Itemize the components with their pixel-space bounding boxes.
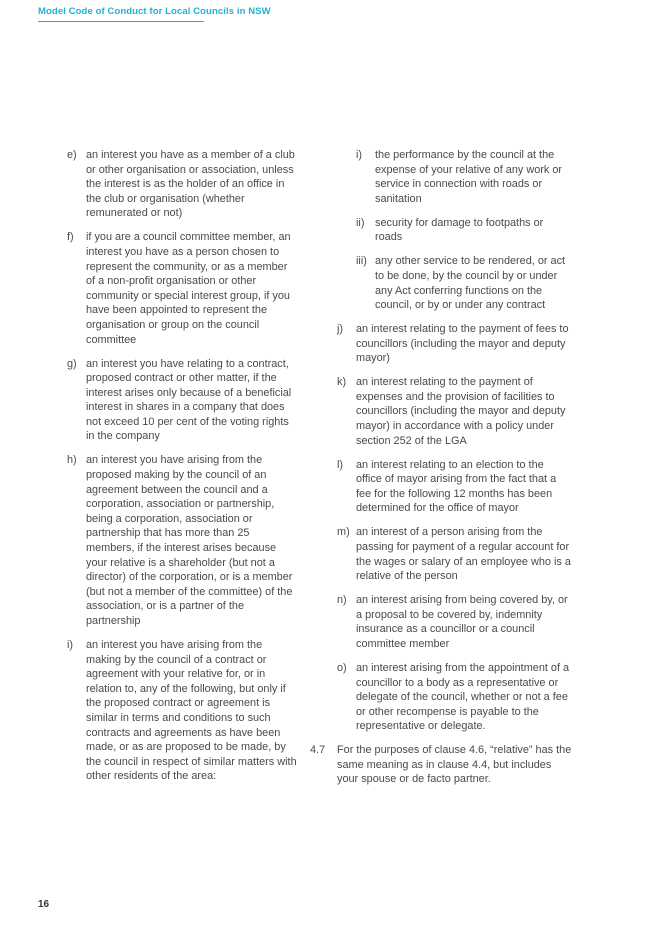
list-item-label: o) bbox=[337, 661, 347, 674]
sub-list-item bbox=[310, 216, 572, 245]
list-item-label: i) bbox=[67, 638, 74, 651]
list-item-text: an interest you have relating to a contract, proposed contract or other matter, if the interest arises only because of a beneficial interest in shares in a company that does not exceed 10 per cent of the voting rights in the company bbox=[86, 357, 292, 443]
sub-list-item-text: security for damage to footpaths or roads bbox=[375, 216, 544, 244]
list-item-label: k) bbox=[337, 376, 347, 389]
list-item bbox=[67, 638, 299, 784]
list-item bbox=[310, 458, 572, 516]
left-column bbox=[67, 148, 299, 793]
list-item-text: an interest arising from the appointment of a councillor to a body as a representative or delegate of the council, whether or not a fee or other recompense is payable to the representative or delegate. bbox=[356, 661, 570, 733]
list-item-text: an interest relating to the payment of expenses and the provision of facilities to councillors (including the mayor and deputy mayor) in accordance with a policy under section 252 of the LGA bbox=[356, 376, 566, 447]
sub-list-item bbox=[310, 148, 572, 206]
sub-list-item-label: ii) bbox=[356, 216, 365, 229]
clause-number: 4.7 bbox=[310, 744, 326, 757]
list-item-text: an interest relating to an election to the office of mayor arising from the fact that a fee for the following 12 months has been determined for the office of mayor bbox=[356, 458, 557, 515]
list-item-text: an interest you have arising from the proposed making by the council of an agreement between the council and a corporation, association or partnership, being a corporation, association or partnership that has more than 25 members, if the interest arises because your relative is a shareholder (but not a director) of the corporation, or is a member (but not a member of the committee) of the association, or is a partner of the partnership bbox=[86, 454, 293, 627]
sub-list-item-text: the performance by the council at the expense of your relative of any work or service in connection with roads or sanitation bbox=[375, 149, 563, 205]
list-item-label: j) bbox=[337, 323, 344, 336]
right-column bbox=[310, 148, 572, 796]
list-item-text: an interest of a person arising from the passing for payment of a regular account for the wages or salary of an employee who is a relative of the person bbox=[356, 526, 571, 583]
list-item bbox=[310, 322, 572, 366]
clause-text: For the purposes of clause 4.6, “relative” has the same meaning as in clause 4.4, but includes your spouse or de facto partner. bbox=[337, 744, 572, 786]
list-item-text: an interest arising from being covered by, or a proposal to be covered by, indemnity insurance as a councillor or a council committee member bbox=[356, 594, 568, 650]
list-item-text: an interest relating to the payment of fees to councillors (including the mayor and deputy mayor) bbox=[356, 323, 569, 365]
list-item-label: n) bbox=[337, 594, 347, 607]
sub-list-item-label: iii) bbox=[356, 255, 367, 268]
list-item bbox=[310, 661, 572, 734]
document-header-title: Model Code of Conduct for Local Councils in NSW bbox=[38, 6, 271, 17]
list-item bbox=[67, 453, 299, 628]
list-item-label: m) bbox=[337, 526, 350, 539]
list-item-label: l) bbox=[337, 458, 344, 471]
list-item bbox=[310, 375, 572, 448]
list-item bbox=[310, 525, 572, 583]
list-item-label: g) bbox=[67, 357, 77, 370]
list-item bbox=[310, 593, 572, 651]
header-divider bbox=[38, 21, 204, 22]
list-item-text: an interest you have arising from the making by the council of a contract or agreement with your relative for, or in relation to, any of the following, but only if the proposed contract or agreement is similar in terms and conditions to such contracts and agreements as have been made, or as are proposed to be made, by the council in respect of similar matters with other residents of the area: bbox=[86, 638, 297, 783]
list-item-label: e) bbox=[67, 149, 77, 161]
list-item bbox=[67, 230, 299, 347]
sub-list-item bbox=[310, 254, 572, 312]
page-number: 16 bbox=[38, 899, 50, 910]
list-item bbox=[67, 357, 299, 445]
list-item bbox=[67, 148, 299, 221]
sub-list-item-text: any other service to be rendered, or act to be done, by the council by or under any Act conferring functions on the council, or by or under any contract bbox=[375, 255, 566, 312]
list-item-label: h) bbox=[67, 454, 77, 467]
list-item-label: f) bbox=[67, 231, 74, 244]
sub-list-item-label: i) bbox=[356, 149, 363, 161]
clause-4-7 bbox=[310, 743, 572, 787]
list-item-text: an interest you have as a member of a club or other organisation or association, unless the interest is as the holder of an office in the club or organisation (whether remunerated or not) bbox=[86, 149, 295, 220]
list-item-text: if you are a council committee member, an interest you have as a person chosen to represent the community, or as a member of a non-profit organisation or other community or special interest group, if you have been appointed to represent the organisation or group on the council committee bbox=[86, 231, 291, 346]
